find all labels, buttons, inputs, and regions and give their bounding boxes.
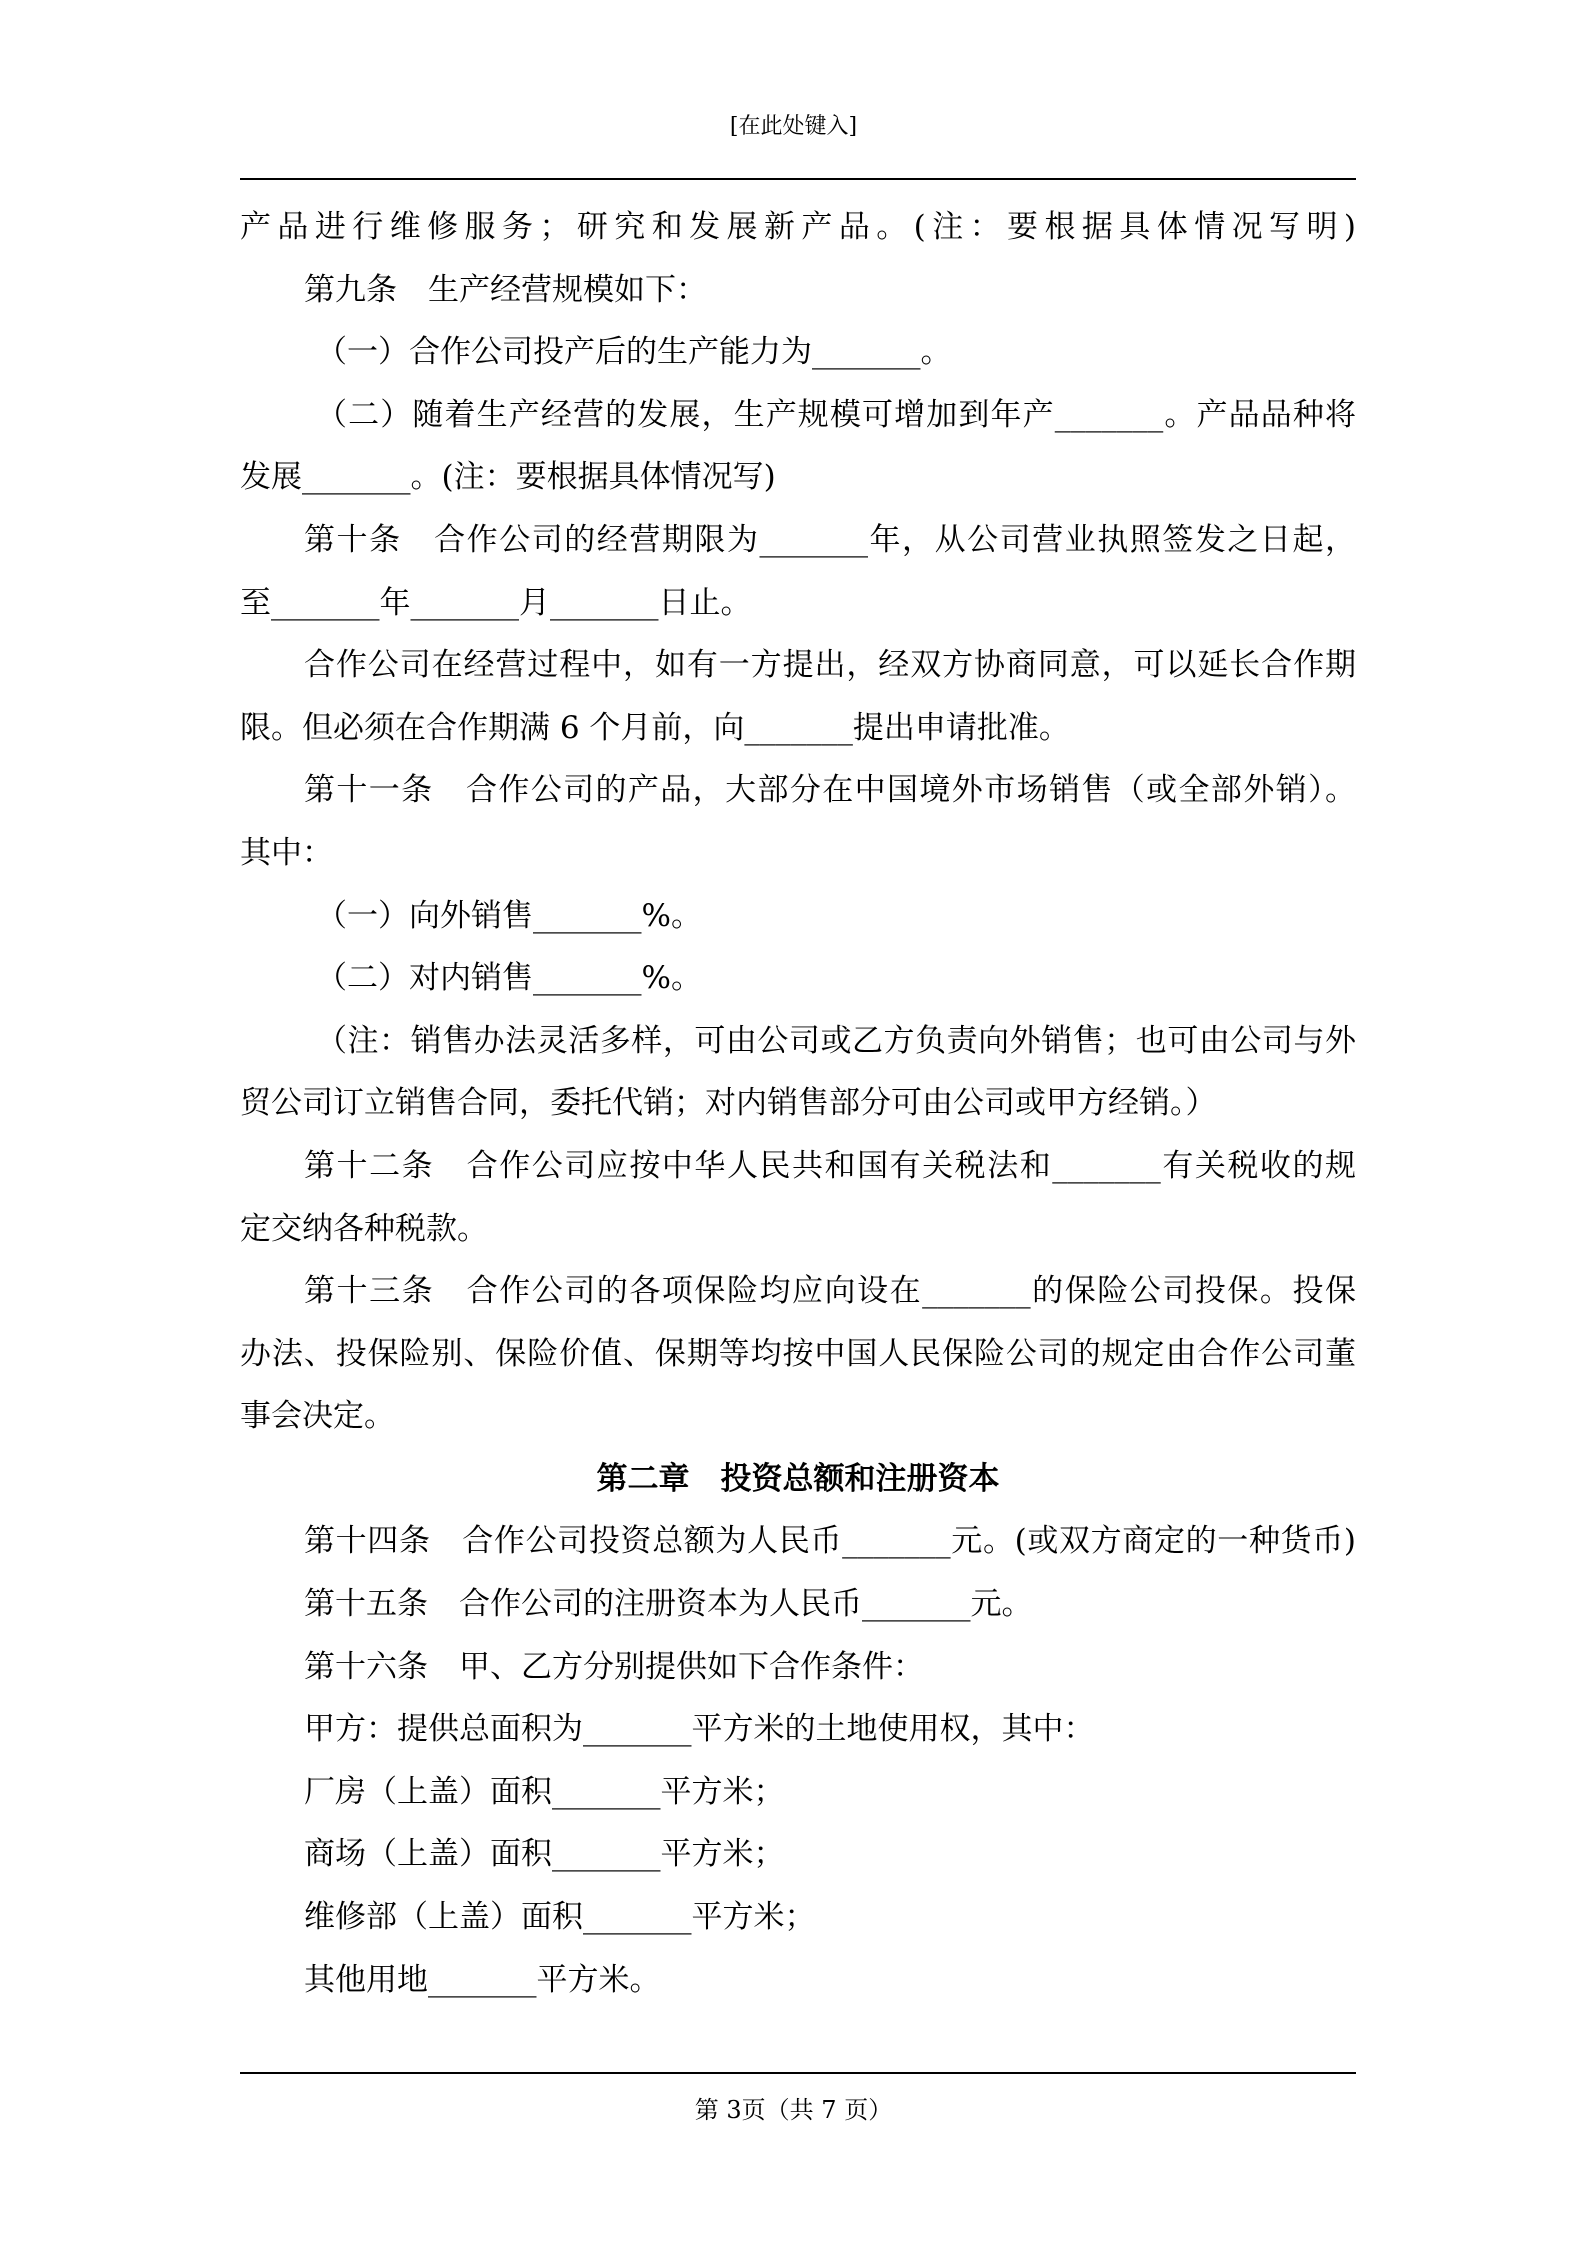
paragraph-line: （注：销售办法灵活多样，可由公司或乙方负责向外销售；也可由公司与外 bbox=[316, 1022, 1356, 1059]
paragraph-line: （一）向外销售_______%。 bbox=[316, 897, 702, 934]
chapter-heading: 第二章 投资总额和注册资本 bbox=[596, 1460, 1000, 1497]
document-body bbox=[240, 196, 1356, 2011]
paragraph-line: 第十二条 合作公司应按中华人民共和国有关税法和_______有关税收的规 bbox=[304, 1147, 1356, 1184]
paragraph-line: 办法、投保险别、保险价值、保期等均按中国人民保险公司的规定由合作公司董 bbox=[240, 1335, 1356, 1372]
paragraph-line: 厂房（上盖）面积_______平方米； bbox=[304, 1773, 785, 1810]
paragraph-line: 限。但必须在合作期满 6 个月前，向_______提出申请批准。 bbox=[240, 709, 1070, 746]
paragraph-line: 第十条 合作公司的经营期限为_______年，从公司营业执照签发之日起， bbox=[304, 521, 1356, 558]
paragraph-line: （二）对内销售_______%。 bbox=[316, 960, 702, 997]
paragraph-line: （二）随着生产经营的发展，生产规模可增加到年产_______。产品品种将 bbox=[316, 396, 1356, 433]
paragraph-line: 事会决定。 bbox=[240, 1398, 395, 1435]
paragraph-line: 第十一条 合作公司的产品，大部分在中国境外市场销售（或全部外销）。 bbox=[304, 772, 1356, 809]
footer-rule bbox=[240, 2072, 1356, 2074]
paragraph-line: 至_______年_______月_______日止。 bbox=[240, 584, 752, 621]
paragraph-line: （一）合作公司投产后的生产能力为_______。 bbox=[316, 334, 952, 371]
paragraph-line: 贸公司订立销售合同，委托代销；对内销售部分可由公司或甲方经销。） bbox=[240, 1085, 1217, 1122]
paragraph-line: 商场（上盖）面积_______平方米； bbox=[304, 1836, 785, 1873]
paragraph-line: 产品进行维修服务；研究和发展新产品。(注：要根据具体情况写明) bbox=[240, 209, 1356, 245]
paragraph-line: 第十六条 甲、乙方分别提供如下合作条件： bbox=[304, 1648, 924, 1685]
page-header: [在此处键入] bbox=[729, 114, 858, 139]
header-rule bbox=[240, 178, 1356, 180]
paragraph-line: 维修部（上盖）面积_______平方米； bbox=[304, 1899, 816, 1936]
paragraph-line: 定交纳各种税款。 bbox=[240, 1210, 488, 1247]
paragraph-line: 第九条 生产经营规模如下： bbox=[304, 271, 707, 308]
paragraph-line: 其中： bbox=[240, 834, 333, 871]
paragraph-line: 甲方：提供总面积为_______平方米的土地使用权，其中： bbox=[304, 1711, 1095, 1748]
paragraph-line: 其他用地_______平方米。 bbox=[304, 1961, 661, 1998]
paragraph-line: 发展_______。(注：要根据具体情况写) bbox=[240, 459, 776, 496]
paragraph-line: 第十三条 合作公司的各项保险均应向设在_______的保险公司投保。投保 bbox=[304, 1273, 1356, 1310]
paragraph-line: 合作公司在经营过程中，如有一方提出，经双方协商同意，可以延长合作期 bbox=[304, 647, 1356, 684]
page-footer: 第 3页（共 7 页） bbox=[694, 2096, 893, 2124]
paragraph-line: 第十五条 合作公司的注册资本为人民币_______元。 bbox=[304, 1586, 1033, 1623]
paragraph-line: 第十四条 合作公司投资总额为人民币_______元。(或双方商定的一种货币) bbox=[304, 1523, 1356, 1560]
